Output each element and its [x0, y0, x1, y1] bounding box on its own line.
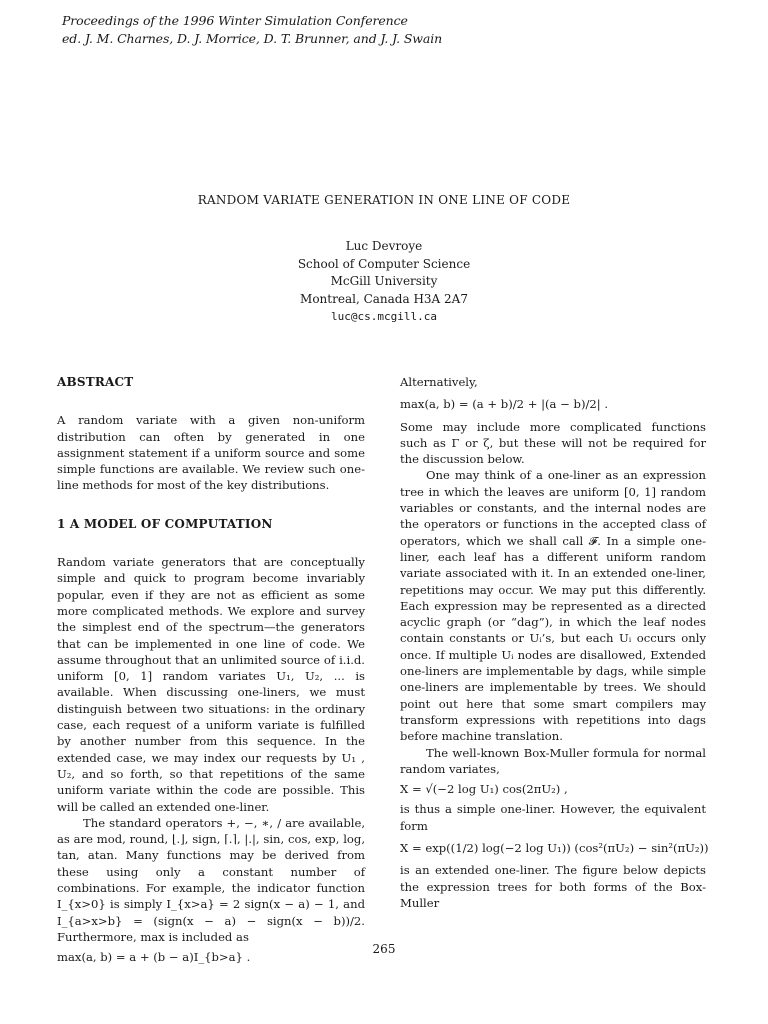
- right-column: [400, 374, 709, 911]
- section-1-paragraph-2: The standard operators +, −, ∗, / are available, as are mod, round, ⌊.⌋, sign, ⌈.⌉, |.|, sin, cos, exp, log, tan, atan. Many functions may be derived from these using only a constant number of combinations. For example, the indicator function I_{x>0} is simply I_{x>a} = 2 sign(x − a) − 1, and I_{a>x>b} = (sign(x − a) − sign(x − b))/2. Furthermore, max is included as: [57, 815, 365, 944]
- author-address: Montreal, Canada H3A 2A7: [300, 291, 468, 306]
- paragraph-simple-one-liner: is thus a simple one-liner. However, the equivalent form: [400, 802, 706, 833]
- paragraph-expression-tree: One may think of a one-liner as an expression tree in which the leaves are uniform [0, 1] random variables or constants, and the internal nodes are the operators or functions in the accepted class of operators, which we shall call 𝓕. In a simple one-liner, each leaf has a different uniform random variate associated with it. In an extended one-liner, repetitions may occur. We may put this differently. Each expression may be represented as a directed acyclic graph (or “dag”), in which the leaf nodes contain constants or Uᵢ’s, but each Uᵢ occurs only once. If multiple Uᵢ nodes are disallowed, Extended one-liners are implementable by dags, while simple one-liners are implementable by trees. We should point out here that some smart compilers may transform expressions with repetitions into dags before machine translation.: [400, 468, 706, 744]
- equation-max-indicator: max(a, b) = a + (b − a)I_{b>a} .: [57, 950, 251, 965]
- paragraph-extended-one-liner: is an extended one-liner. The figure below depicts the expression trees for both forms of the Box-Muller: [400, 863, 706, 910]
- author-department: School of Computer Science: [297, 256, 471, 271]
- equation-box-muller-extended: X = exp((1/2) log(−2 log U₁)) (cos²(πU₂) − sin²(πU₂)): [400, 841, 709, 856]
- author-block: [0, 238, 768, 326]
- paragraph-functions: Some may include more complicated functions such as Γ or ζ, but these will not be required for the discussion below.: [400, 419, 706, 467]
- section-1-paragraph-1: Random variate generators that are conceptually simple and quick to program become invariably popular, even if they are not as efficient as some more complicated methods. We explore and survey the simplest end of the spectrum—the generators that can be implemented in one line of code. We assume throughout that an unlimited source of i.i.d. uniform [0, 1] random variates U₁, U₂, ... is available. When discussing one-liners, we must distinguish between two situations: in the ordinary case, each request of a uniform variate is fulfilled by another number from this sequence. In the extended case, we may index our requests by U₁ , U₂, and so forth, so that repetitions of the same uniform variate within the code are possible. This will be called an extended one-liner.: [57, 555, 365, 814]
- proceedings-header: [62, 12, 442, 48]
- author-email: luc@cs.mcgill.ca: [331, 310, 437, 323]
- paragraph-box-muller: The well-known Box-Muller formula for normal random variates,: [400, 745, 706, 776]
- author-name: Luc Devroye: [345, 239, 423, 253]
- section-1-heading: 1 A MODEL OF COMPUTATION: [57, 516, 273, 531]
- author-university: McGill University: [330, 274, 438, 288]
- proceedings-line-2: ed. J. M. Charnes, D. J. Morrice, D. T. Brunner, and J. J. Swain: [62, 31, 443, 46]
- paragraph-alternatively: Alternatively,: [400, 375, 478, 389]
- abstract-text: A random variate with a given non-uniform distribution can often by generated in one assignment statement if a uniform source and some simple functions are available. We review such one-line methods for most of the key distributions.: [57, 413, 365, 493]
- page-number: 265: [372, 942, 396, 956]
- abstract-heading: ABSTRACT: [57, 375, 134, 389]
- equation-box-muller-simple: X = √(−2 log U₁) cos(2πU₂) ,: [400, 782, 568, 797]
- equation-max-abs: max(a, b) = (a + b)/2 + |(a − b)/2| .: [400, 397, 609, 412]
- paper-title: RANDOM VARIATE GENERATION IN ONE LINE OF CODE: [197, 193, 571, 207]
- left-column: [57, 374, 365, 966]
- proceedings-line-1: Proceedings of the 1996 Winter Simulation Conference: [62, 13, 408, 28]
